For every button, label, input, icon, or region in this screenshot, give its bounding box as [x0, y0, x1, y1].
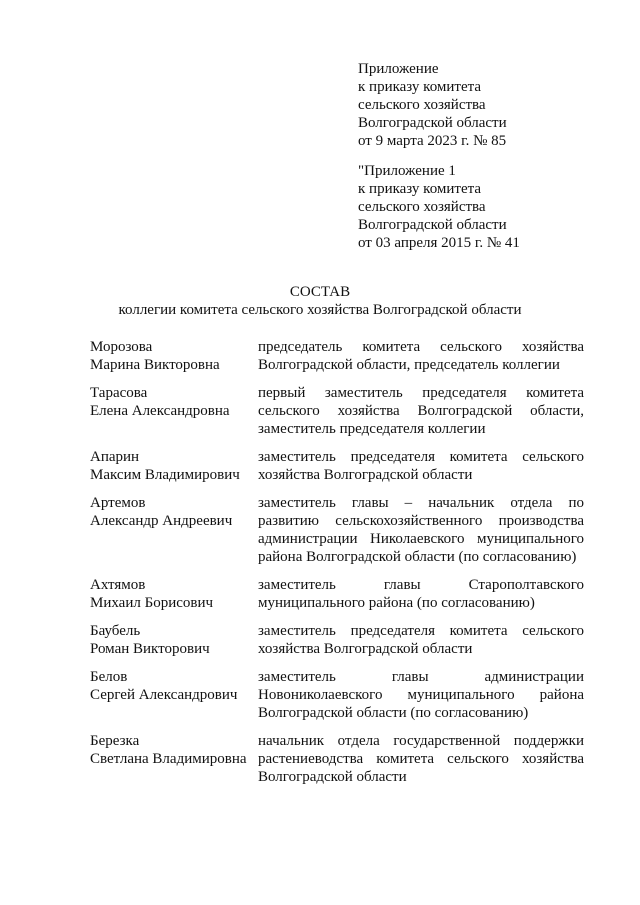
member-name — [90, 622, 258, 658]
member-entry — [90, 732, 584, 786]
member-position: председатель комитета сельского хозяйства Волгоградской области, председатель коллегии — [258, 339, 584, 373]
member-given-names: Михаил Борисович — [90, 595, 214, 611]
member-entry — [90, 494, 584, 566]
member-surname: Белов — [90, 669, 128, 685]
appendix-line: сельского хозяйства — [358, 199, 486, 215]
member-entry — [90, 384, 584, 438]
member-given-names: Марина Викторовна — [90, 357, 220, 373]
appendix-line: Волгоградской области — [358, 217, 507, 233]
member-name — [90, 448, 258, 484]
member-position: начальник отдела государственной поддержки растениеводства комитета сельского хозяйства Волгоградской области — [258, 733, 584, 785]
appendix-line: Волгоградской области — [358, 115, 507, 131]
appendix-line: сельского хозяйства — [358, 97, 486, 113]
document-title: СОСТАВ — [289, 284, 351, 300]
member-position: заместитель председателя комитета сельского хозяйства Волгоградской области — [258, 623, 584, 657]
member-surname: Березка — [90, 733, 140, 749]
appendix-line: "Приложение 1 — [358, 163, 456, 179]
member-surname: Баубель — [90, 623, 141, 639]
member-given-names: Роман Викторович — [90, 641, 210, 657]
members-list — [90, 338, 584, 796]
appendix-line: от 03 апреля 2015 г. № 41 — [358, 235, 520, 251]
appendix-header-original — [358, 162, 618, 252]
member-surname: Морозова — [90, 339, 153, 355]
member-position: заместитель главы Старополтавского муниципального района (по согласованию) — [258, 577, 584, 611]
appendix-line: к приказу комитета — [358, 79, 482, 95]
member-surname: Ахтямов — [90, 577, 146, 593]
member-given-names: Сергей Александрович — [90, 687, 238, 703]
member-position: заместитель главы администрации Новониколаевского муниципального района Волгоградской области (по согласованию) — [258, 669, 584, 721]
member-given-names: Александр Андреевич — [90, 513, 233, 529]
appendix-line: от 9 марта 2023 г. № 85 — [358, 133, 507, 149]
member-entry — [90, 448, 584, 484]
member-name — [90, 494, 258, 566]
member-given-names: Елена Александровна — [90, 403, 230, 419]
member-surname: Артемов — [90, 495, 146, 511]
member-given-names: Максим Владимирович — [90, 467, 240, 483]
document-subtitle: коллегии комитета сельского хозяйства Волгоградской области — [118, 302, 522, 318]
appendix-line: к приказу комитета — [358, 181, 482, 197]
member-surname: Апарин — [90, 449, 140, 465]
member-entry — [90, 622, 584, 658]
member-name — [90, 384, 258, 438]
appendix-line: Приложение — [358, 61, 439, 77]
member-name — [90, 668, 258, 722]
member-name — [90, 732, 258, 786]
member-position: заместитель председателя комитета сельского хозяйства Волгоградской области — [258, 449, 584, 483]
member-entry — [90, 338, 584, 374]
member-position: заместитель главы – начальник отдела по развитию сельскохозяйственного производства администрации Николаевского муниципального района Волгоградской области (по согласованию) — [258, 495, 584, 565]
member-name — [90, 338, 258, 374]
member-surname: Тарасова — [90, 385, 148, 401]
member-name — [90, 576, 258, 612]
member-entry — [90, 576, 584, 612]
appendix-header-current — [358, 60, 618, 150]
document-title-block — [0, 283, 640, 319]
member-entry — [90, 668, 584, 722]
member-position: первый заместитель председателя комитета сельского хозяйства Волгоградской области, заместитель председателя коллегии — [258, 385, 584, 437]
member-given-names: Светлана Владимировна — [90, 751, 247, 767]
